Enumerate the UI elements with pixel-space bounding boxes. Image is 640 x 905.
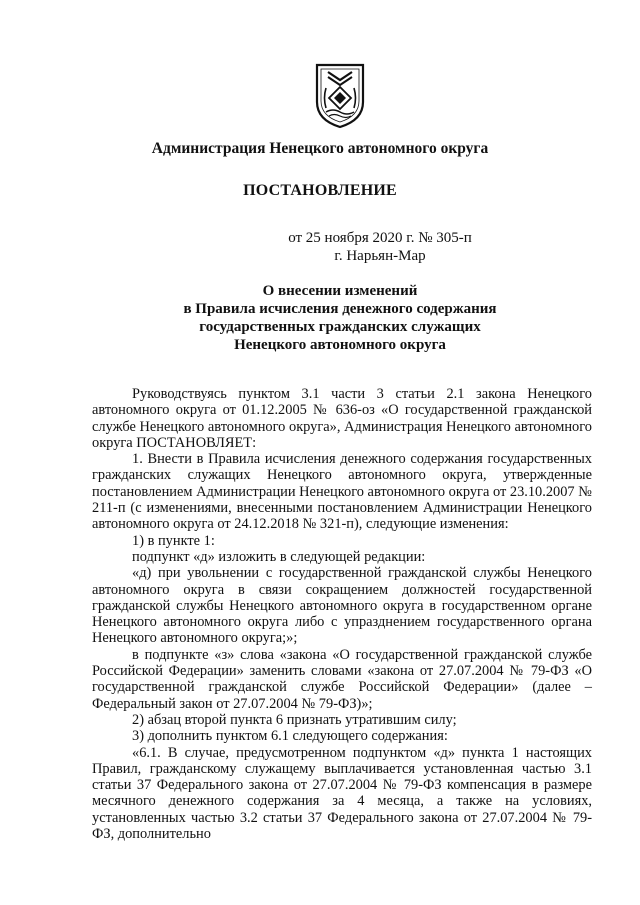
- paragraph: 2) абзац второй пункта 6 признать утратившим силу;: [132, 711, 457, 728]
- paragraph: Руководствуясь пунктом 3.1 части 3 статьи 2.1 закона Ненецкого автономного округа от 01.12.2005 № 636-оз «О государственной гражданской службе Ненецкого автономного округа», Администрация Ненецкого автономного округа ПОСТАНОВЛЯЕТ:: [92, 386, 592, 451]
- paragraph: 1) в пункте 1:: [132, 532, 215, 549]
- title-line: О внесении изменений: [262, 283, 418, 299]
- paragraph: в подпункте «з» слова «закона «О государственной гражданской службе Российской Федерации» заменить словами «закона от 27.07.2004 № 79-ФЗ «О государственной гражданской службе Российской Федерации» (далее – Федеральный закон от 27.07.2004 № 79-ФЗ)»;: [92, 646, 592, 712]
- paragraph: «6.1. В случае, предусмотренном подпунктом «д» пункта 1 настоящих Правил, гражданскому служащему выплачивается установленная частью 3.1 статьи 37 Федерального закона от 27.07.2004 № 79-ФЗ компенсация в размере месячного денежного содержания за 4 месяца, а также на условиях, установленных частью 3.2 статьи 37 Федерального закона от 27.07.2004 № 79-ФЗ, дополнительно: [92, 744, 592, 843]
- title-line: Ненецкого автономного округа: [234, 337, 446, 353]
- document-date-number: от 25 ноября 2020 г. № 305-п: [288, 230, 472, 246]
- document-city: г. Нарьян-Мар: [334, 248, 426, 264]
- title-line: в Правила исчисления денежного содержания: [183, 301, 497, 317]
- paragraph: подпункт «д» изложить в следующей редакции:: [132, 548, 426, 565]
- coat-of-arms-emblem: [314, 62, 366, 130]
- document-type: ПОСТАНОВЛЕНИЕ: [243, 182, 397, 199]
- document-body: [92, 386, 592, 842]
- title-line: государственных гражданских служащих: [199, 319, 481, 335]
- document-title: [120, 282, 560, 354]
- paragraph: «д) при увольнении с государственной гражданской службы Ненецкого автономного округа в связи сокращением должностей государственной гражданской службы Ненецкого автономного округа в государственном органе Ненецкого автономного округа либо с упразднением государственного органа Ненецкого автономного округа;»;: [92, 565, 592, 647]
- paragraph: 3) дополнить пунктом 6.1 следующего содержания:: [132, 728, 448, 745]
- paragraph: 1. Внести в Правила исчисления денежного содержания государственных гражданских служащих Ненецкого автономного округа, утвержденные постановлением Администрации Ненецкого автономного округа от 23.10.2007 № 211-п (с изменениями, внесенными постановлением Администрации Ненецкого автономного округа от 24.12.2018 № 321-п), следующие изменения:: [92, 451, 592, 533]
- organization-name: Администрация Ненецкого автономного округа: [151, 140, 489, 157]
